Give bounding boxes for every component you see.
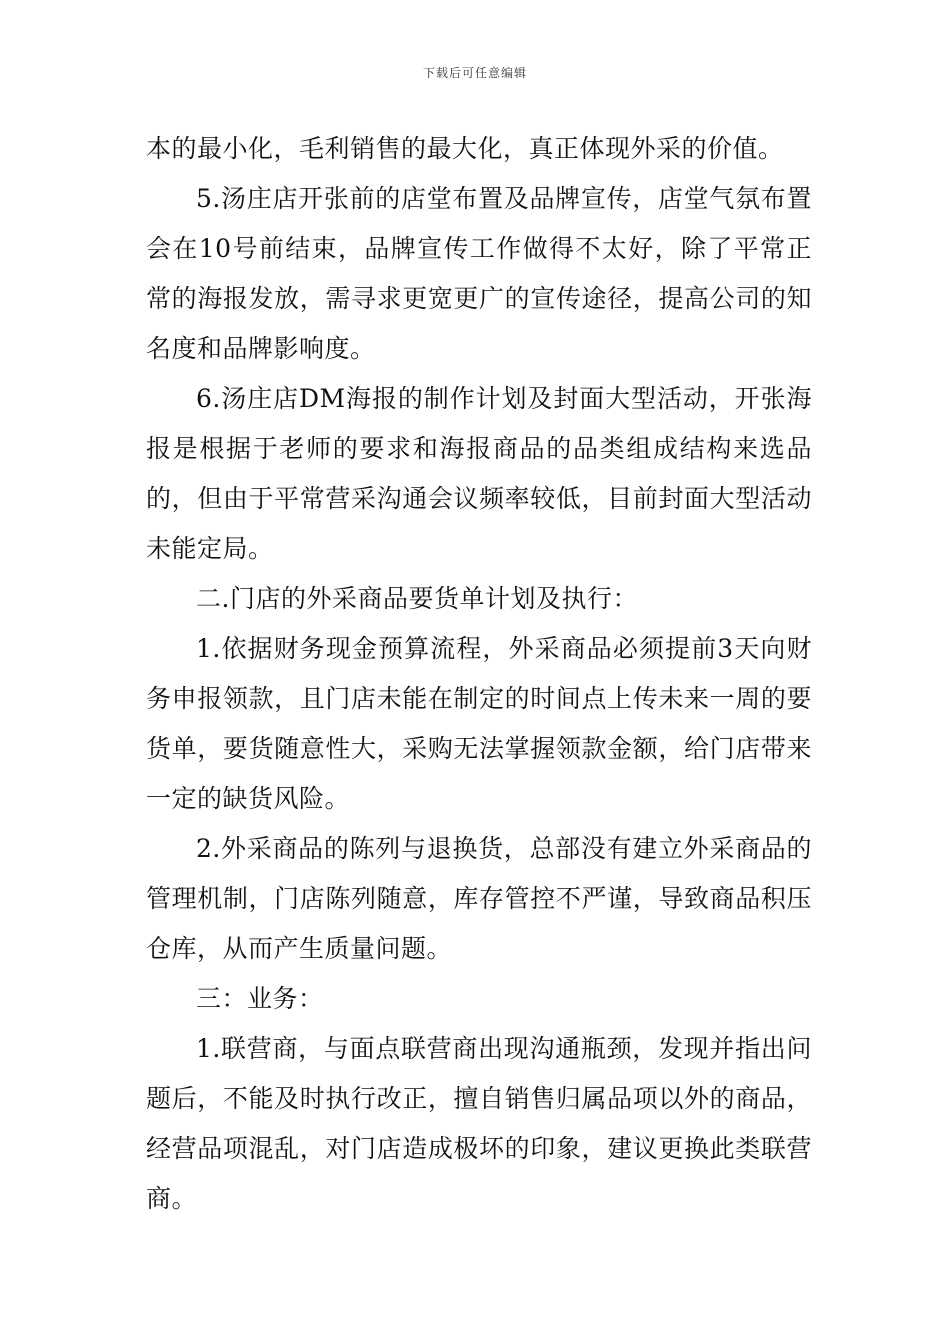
paragraph-item-5: 5.汤庄店开张前的店堂布置及品牌宣传，店堂气氛布置会在10号前结束，品牌宣传工作做得不太好，除了平常正常的海报发放，需寻求更宽更广的宣传途径，提高公司的知名度和品牌影响度。 xyxy=(146,184,812,363)
document-body xyxy=(146,124,812,1224)
paragraph-section2-item-1: 1.依据财务现金预算流程，外采商品必须提前3天向财务申报领款，且门店未能在制定的时间点上传未来一周的要货单，要货随意性大，采购无法掌握领款金额，给门店带来一定的缺货风险。 xyxy=(146,634,812,813)
section-heading-2: 二.门店的外采商品要货单计划及执行： xyxy=(196,584,638,613)
paragraph-section2-item-2: 2.外采商品的陈列与退换货，总部没有建立外采商品的管理机制，门店陈列随意，库存管控不严谨，导致商品积压仓库，从而产生质量问题。 xyxy=(146,834,812,963)
paragraph-item-6: 6.汤庄店DM海报的制作计划及封面大型活动，开张海报是根据于老师的要求和海报商品的品类组成结构来选品的，但由于平常营采沟通会议频率较低，目前封面大型活动未能定局。 xyxy=(146,384,812,563)
paragraph-section3-item-1: 1.联营商，与面点联营商出现沟通瓶颈，发现并指出问题后，不能及时执行改正，擅自销售归属品项以外的商品，经营品项混乱，对门店造成极坏的印象，建议更换此类联营商。 xyxy=(146,1034,812,1213)
section-heading-3: 三：业务： xyxy=(196,984,324,1013)
page-header-note: 下载后可任意编辑 xyxy=(422,66,527,80)
paragraph-continuation: 本的最小化，毛利销售的最大化，真正体现外采的价值。 xyxy=(146,134,784,163)
